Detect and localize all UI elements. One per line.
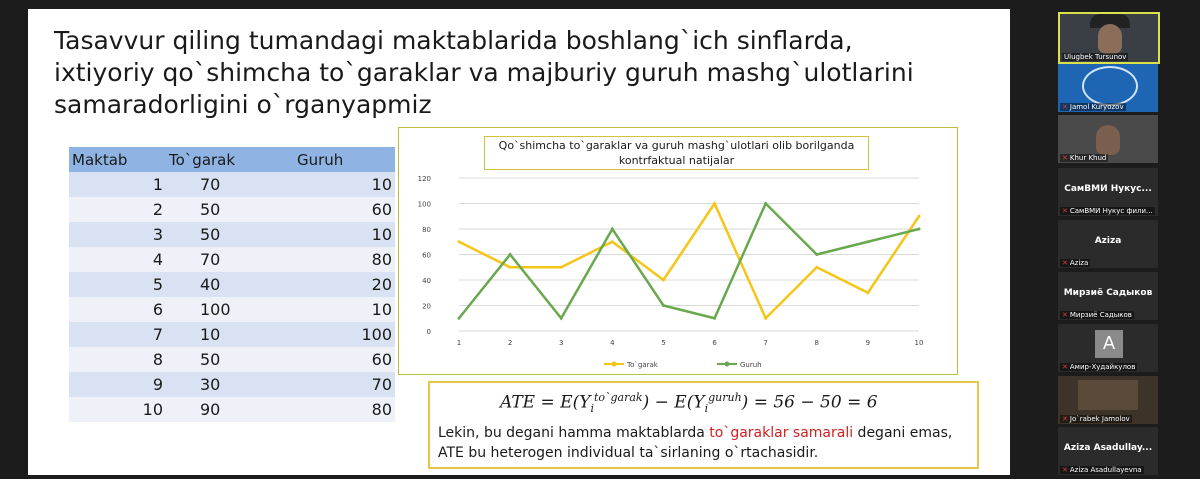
table-body [69,172,395,422]
formula-sup-guruh: guruh [708,391,742,404]
participant-avatar: A [1095,330,1123,358]
slide-title-line: samaradorligini o`rganyapmiz [54,90,432,119]
cell-maktab: 1 [69,172,166,197]
participant-name: ✕ Khur Khud [1062,154,1107,162]
x-tick-label: 9 [865,339,871,347]
participant-video [1096,125,1120,155]
participant-tile[interactable] [1058,324,1158,372]
participant-name: ✕ Амир-Худайкулов [1062,363,1136,371]
logo-icon [1082,66,1138,106]
data-point [918,228,921,231]
cell-maktab: 3 [69,222,166,247]
mic-muted-icon: ✕ [1062,363,1068,371]
y-tick-label: 40 [422,277,431,285]
table-row [69,222,395,247]
legend-label: Guruh [740,361,762,369]
series-line-guruh [459,204,919,319]
participant-tile[interactable] [1058,115,1158,163]
ate-note [438,423,968,463]
cell-guruh: 20 [294,272,395,297]
participant-tile[interactable] [1058,220,1158,268]
mic-muted-icon: ✕ [1062,103,1068,111]
x-tick-label: 4 [610,339,615,347]
ate-box [428,381,979,469]
data-point [866,240,869,243]
cell-maktab: 2 [69,197,166,222]
cell-maktab: 5 [69,272,166,297]
cell-guruh: 70 [294,372,395,397]
data-point [866,291,869,294]
table-row [69,247,395,272]
data-table [69,147,395,422]
participants-panel [1050,0,1170,479]
participant-tile[interactable] [1058,272,1158,320]
participant-name: ✕ СамВМИ Нукус фили... [1062,207,1153,215]
legend-marker [725,362,730,367]
participant-name: ✕ Мирзиё Садыков [1062,311,1132,319]
data-point [458,240,461,243]
data-point [560,266,563,269]
table-row [69,397,395,422]
participant-tile[interactable] [1058,168,1158,216]
participant-tile[interactable] [1058,12,1160,64]
mic-muted-icon: ✕ [1062,415,1068,423]
participant-video [1078,380,1138,410]
participant-tile[interactable] [1058,376,1158,424]
cell-guruh: 10 [294,222,395,247]
cell-guruh: 80 [294,247,395,272]
chart-title-line: Qo`shimcha to`garaklar va guruh mashg`ulotlari olib borilganda [498,139,855,152]
x-tick-label: 6 [712,339,717,347]
y-tick-label: 20 [422,302,431,311]
table-row [69,372,395,397]
mic-muted-icon: ✕ [1062,466,1068,474]
participant-video [1098,24,1122,54]
participant-display-name: СамВМИ Нукус... [1064,184,1152,194]
formula-sup-togarak: to`garak [593,391,643,404]
x-tick-label: 1 [456,339,462,347]
data-point [815,266,818,269]
cell-guruh: 10 [294,172,395,197]
y-tick-label: 120 [417,175,431,183]
y-tick-label: 0 [426,328,431,336]
data-point [458,317,461,320]
y-tick-label: 100 [417,200,431,209]
participant-name: Ulugbek Tursunov [1064,53,1127,61]
column-header-maktab: Maktab [69,147,166,172]
cell-togarak: 90 [166,397,294,422]
cell-maktab: 9 [69,372,166,397]
line-chart [399,128,957,374]
formula-rhs: = 56 − 50 = 6 [753,392,878,413]
presentation-slide [28,9,1010,475]
cell-guruh: 10 [294,297,395,322]
data-point [764,202,767,205]
cell-maktab: 6 [69,297,166,322]
cell-togarak: 70 [166,247,294,272]
slide-title-line: Tasavvur qiling tumandagi maktablarida boshlang`ich sinflarda, [54,26,853,55]
column-header-togarak: To`garak [166,147,294,172]
mic-muted-icon: ✕ [1062,259,1068,267]
y-tick-label: 60 [422,251,431,260]
data-point [611,228,614,231]
cell-maktab: 7 [69,322,166,347]
x-tick-label: 3 [558,339,564,347]
chart-panel [398,127,958,375]
note-text: Lekin, bu degani hamma maktablarda [438,425,710,441]
table-row [69,172,395,197]
participant-name: ✕ Jamol Kuryozov [1062,103,1124,111]
cell-togarak: 50 [166,222,294,247]
table-row [69,197,395,222]
participant-display-name: Aziza [1094,236,1122,246]
cell-togarak: 50 [166,347,294,372]
table-header-row [69,147,395,172]
cell-guruh: 100 [294,322,395,347]
series-line-togarak [459,204,919,319]
data-point [560,317,563,320]
cell-togarak: 50 [166,197,294,222]
cell-guruh: 60 [294,197,395,222]
participant-name: ✕ Aziza Asadullayevna [1062,466,1142,474]
legend-label: To`garak [627,361,658,369]
cell-togarak: 30 [166,372,294,397]
table-row [69,322,395,347]
x-tick-label: 5 [661,339,666,347]
formula-lhs: ATE = E [500,392,573,413]
mic-muted-icon: ✕ [1062,154,1068,162]
data-point [713,202,716,205]
participant-display-name: Мирзиё Садыков [1063,288,1153,298]
data-point [509,253,512,256]
slide-title [54,25,1004,121]
cell-maktab: 4 [69,247,166,272]
participant-display-name: Aziza Asadullay... [1063,443,1153,453]
ate-formula: ATE = $E(Y_i^{to`garak}) - E(Y_i^{guruh}) = 56 - 50 = 6$ [500,391,878,416]
cell-togarak: 10 [166,322,294,347]
x-tick-label: 2 [507,339,513,347]
note-highlight: to`garaklar samarali [709,425,854,441]
y-tick-label: 80 [422,226,431,234]
slide-title-line: ixtiyoriy qo`shimcha to`garaklar va majburiy guruh mashg`ulotlarini [54,58,914,87]
participant-tile[interactable] [1058,427,1158,475]
chart-title-line: kontrfaktual natijalar [618,154,735,167]
data-point [713,317,716,320]
data-point [662,304,665,307]
cell-maktab: 10 [69,397,166,422]
cell-togarak: 100 [166,297,294,322]
cell-maktab: 8 [69,347,166,372]
data-point [662,279,665,282]
data-point [815,253,818,256]
data-point [918,215,921,218]
participant-tile[interactable] [1058,64,1158,112]
mic-muted-icon: ✕ [1062,311,1068,319]
cell-togarak: 70 [166,172,294,197]
participant-name: ✕ Jo`rabek Jamolov [1062,415,1130,423]
cell-guruh: 80 [294,397,395,422]
data-point [509,266,512,269]
x-tick-label: 7 [763,339,768,347]
x-tick-label: 10 [914,339,924,347]
participant-name: ✕ Aziza [1062,259,1089,267]
cell-togarak: 40 [166,272,294,297]
column-header-guruh: Guruh [294,147,395,172]
data-point [611,240,614,243]
data-point [764,317,767,320]
x-tick-label: 8 [814,339,820,347]
table-row [69,347,395,372]
cell-guruh: 60 [294,347,395,372]
legend-marker [612,362,617,367]
note-text: degani emas, ATE bu heterogen individual ta`sirlaning o`rtachasidir. [438,425,953,461]
mic-muted-icon: ✕ [1062,207,1068,215]
table-row [69,272,395,297]
table-row [69,297,395,322]
